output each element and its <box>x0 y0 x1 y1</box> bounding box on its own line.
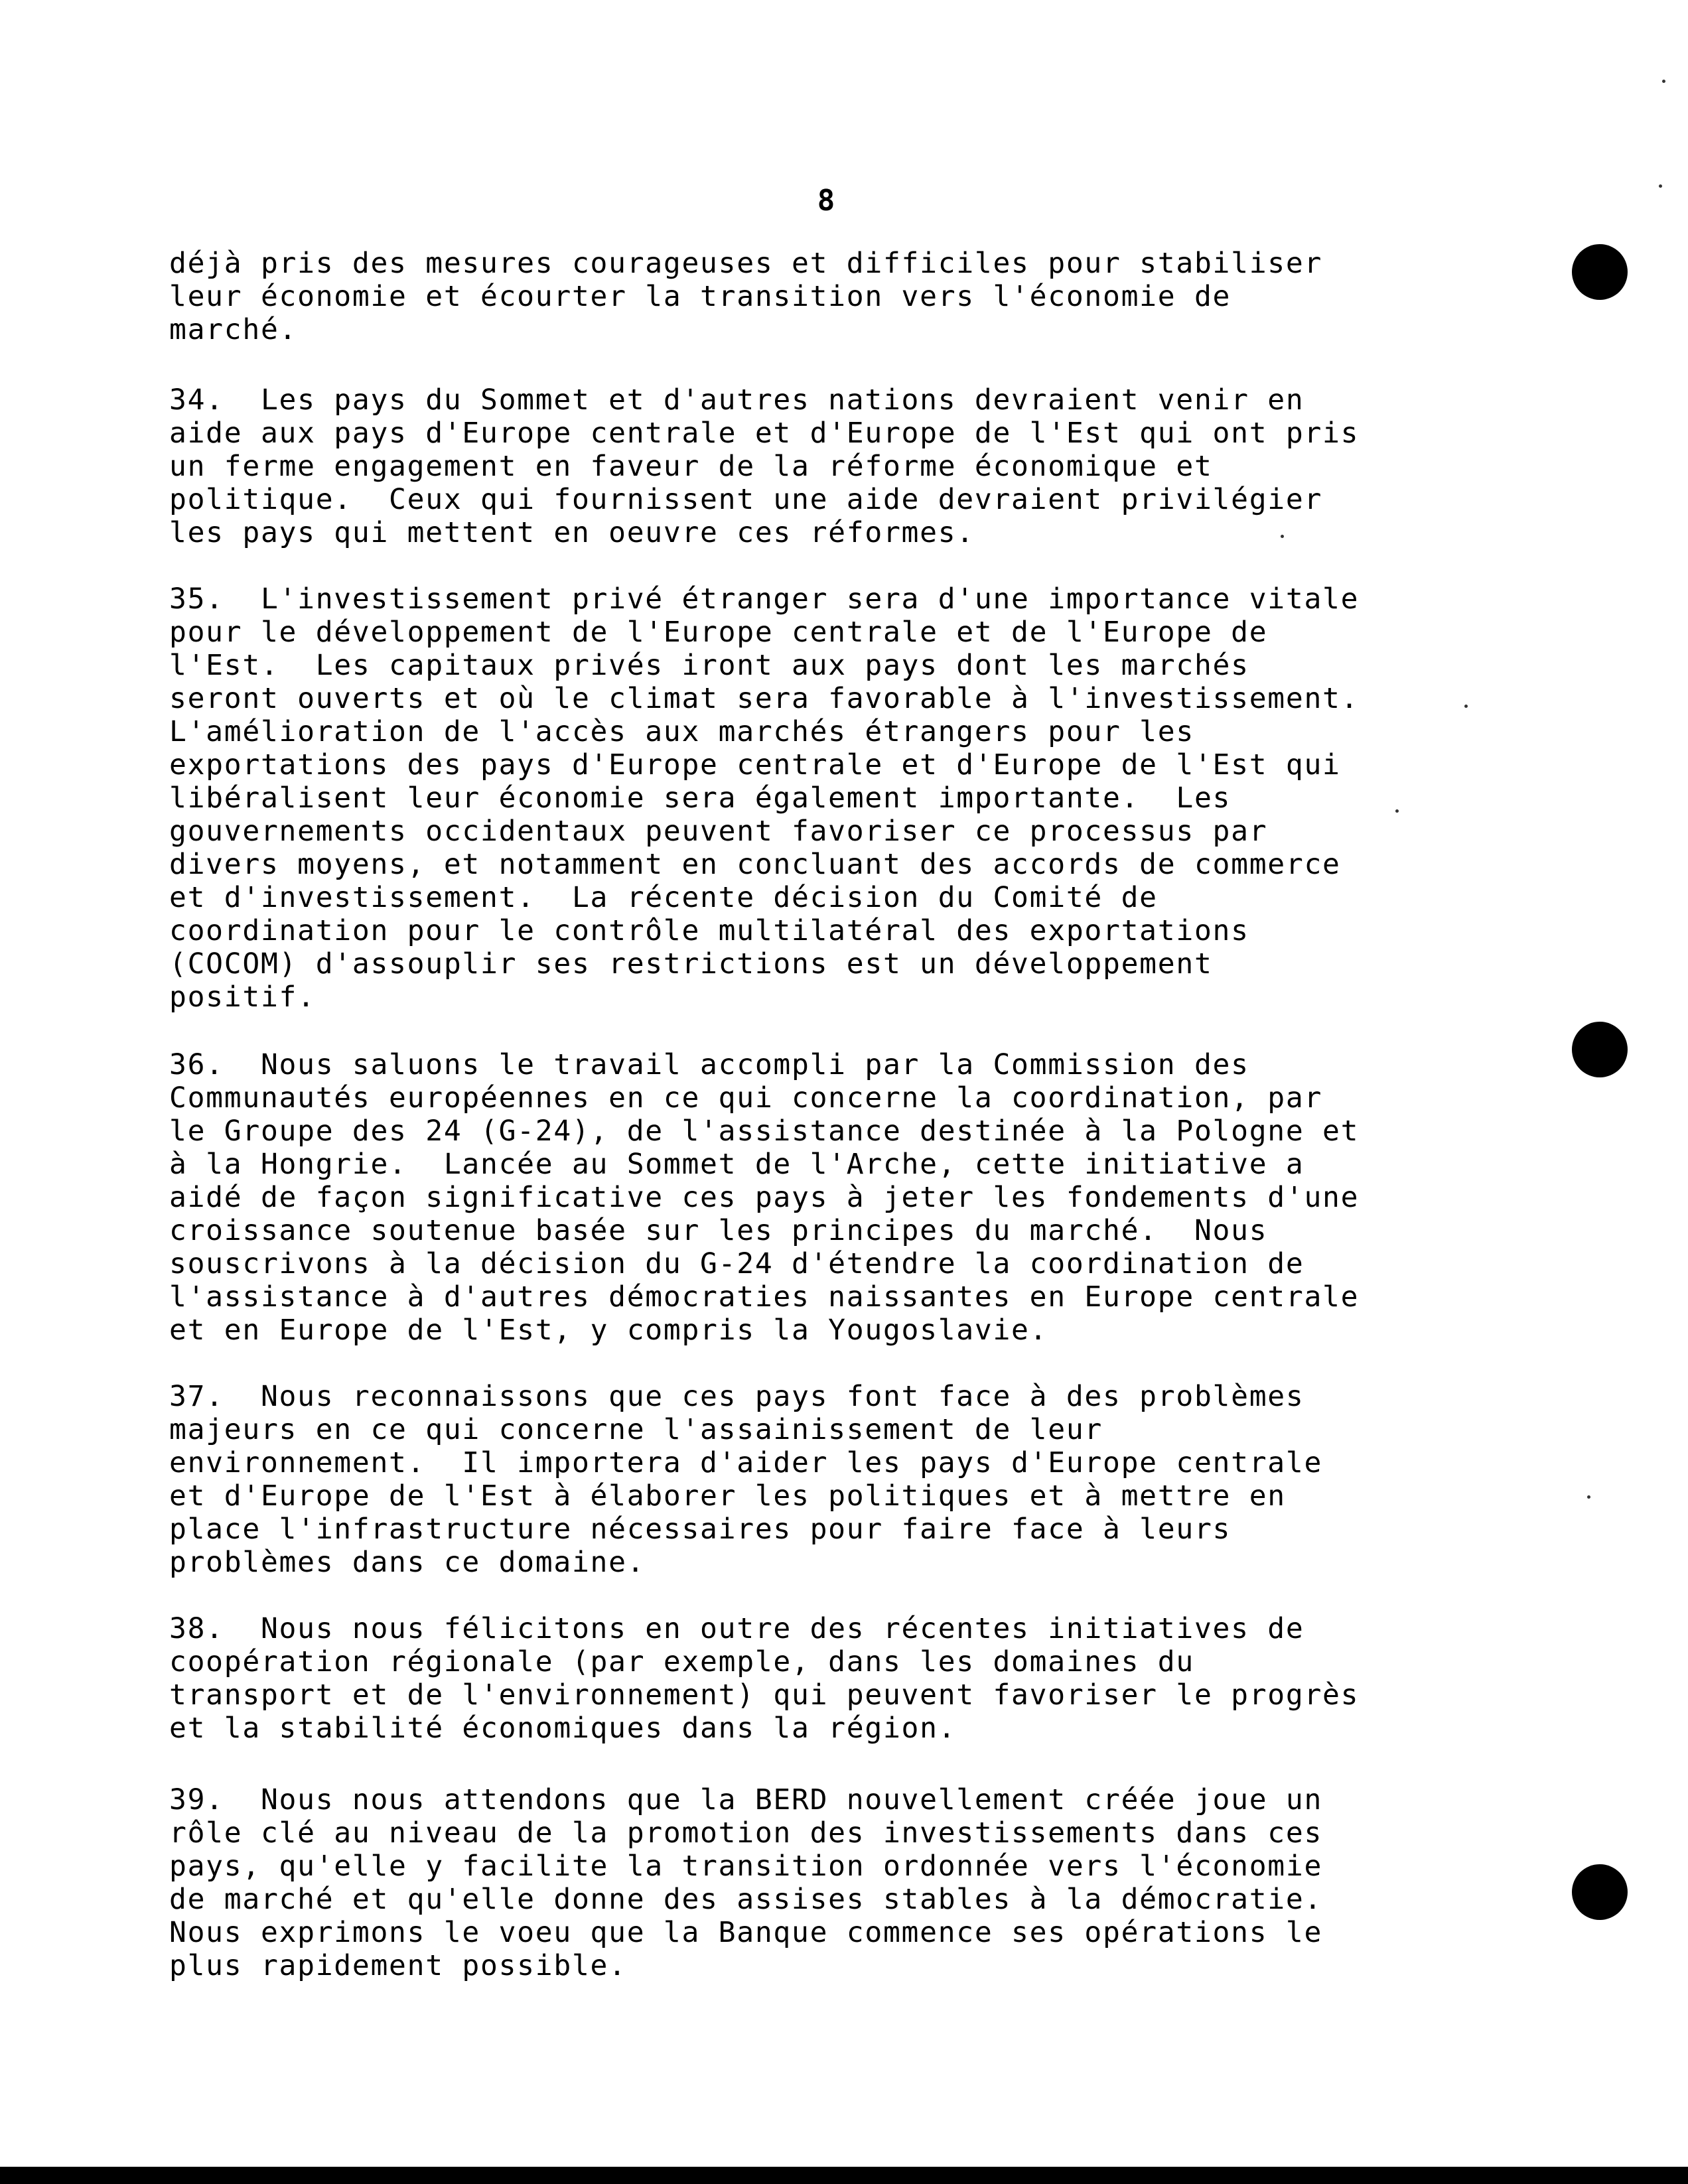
scan-speck <box>1464 705 1468 708</box>
page-number: 8 <box>817 184 835 218</box>
binder-hole-top <box>1572 244 1628 300</box>
paragraph-35: 35. L'investissement privé étranger sera d'une importance vitale pour le développement de l'Europe centrale et de l'Europe de l'Est. Les capitaux privés iront aux pays dont les marchés seront ouverts et où le climat sera favorable à l'investissement. L'amélioration de l'accès aux marchés étrangers pour les exportations des pays d'Europe centrale et d'Europe de l'Est qui libéralisent leur économie sera également importante. Les gouvernements occidentaux peuvent favoriser ce processus par divers moyens, et notamment en concluant des accords de commerce et d'investissement. La récente décision du Comité de coordination pour le contrôle multilatéral des exportations (COCOM) d'assouplir ses restrictions est un développement positif. <box>169 582 1360 1014</box>
binder-hole-bottom <box>1572 1864 1628 1920</box>
paragraph-38: 38. Nous nous félicitons en outre des récentes initiatives de coopération régionale (par exemple, dans les domaines du transport et de l'environnement) qui peuvent favoriser le progrès et la stabilité économiques dans la région. <box>169 1612 1360 1745</box>
paragraph-37: 37. Nous reconnaissons que ces pays font face à des problèmes majeurs en ce qui concerne l'assainissement de leur environnement. Il importera d'aider les pays d'Europe centrale et d'Europe de l'Est à élaborer les politiques et à mettre en place l'infrastructure nécessaires pour faire face à leurs problèmes dans ce domaine. <box>169 1380 1323 1579</box>
scan-speck <box>1281 535 1284 538</box>
paragraph-34: 34. Les pays du Sommet et d'autres nations devraient venir en aide aux pays d'Europe centrale et d'Europe de l'Est qui ont pris un ferme engagement en faveur de la réforme économique et politique. Ceux qui fournissent une aide devraient privilégier les pays qui mettent en oeuvre ces réformes. <box>169 383 1360 549</box>
binder-hole-middle <box>1572 1022 1628 1077</box>
scan-speck <box>1662 80 1665 83</box>
paragraph-39: 39. Nous nous attendons que la BERD nouvellement créée joue un rôle clé au niveau de la promotion des investissements dans ces pays, qu'elle y facilite la transition ordonnée vers l'économie de marché et qu'elle donne des assises stables à la démocratie. Nous exprimons le voeu que la Banque commence ses opérations le plus rapidement possible. <box>169 1783 1323 1982</box>
scan-speck <box>1587 1495 1590 1499</box>
scan-bottom-edge <box>0 2167 1688 2184</box>
scan-speck <box>1659 184 1662 188</box>
scan-speck <box>1395 809 1399 813</box>
paragraph-33-continuation: déjà pris des mesures courageuses et difficiles pour stabiliser leur économie et écourter la transition vers l'économie de marché. <box>169 247 1323 346</box>
paragraph-36: 36. Nous saluons le travail accompli par la Commission des Communautés européennes en ce qui concerne la coordination, par le Groupe des 24 (G-24), de l'assistance destinée à la Pologne et à la Hongrie. Lancée au Sommet de l'Arche, cette initiative a aidé de façon significative ces pays à jeter les fondements d'une croissance soutenue basée sur les principes du marché. Nous souscrivons à la décision du G-24 d'étendre la coordination de l'assistance à d'autres démocraties naissantes en Europe centrale et en Europe de l'Est, y compris la Yougoslavie. <box>169 1048 1360 1347</box>
